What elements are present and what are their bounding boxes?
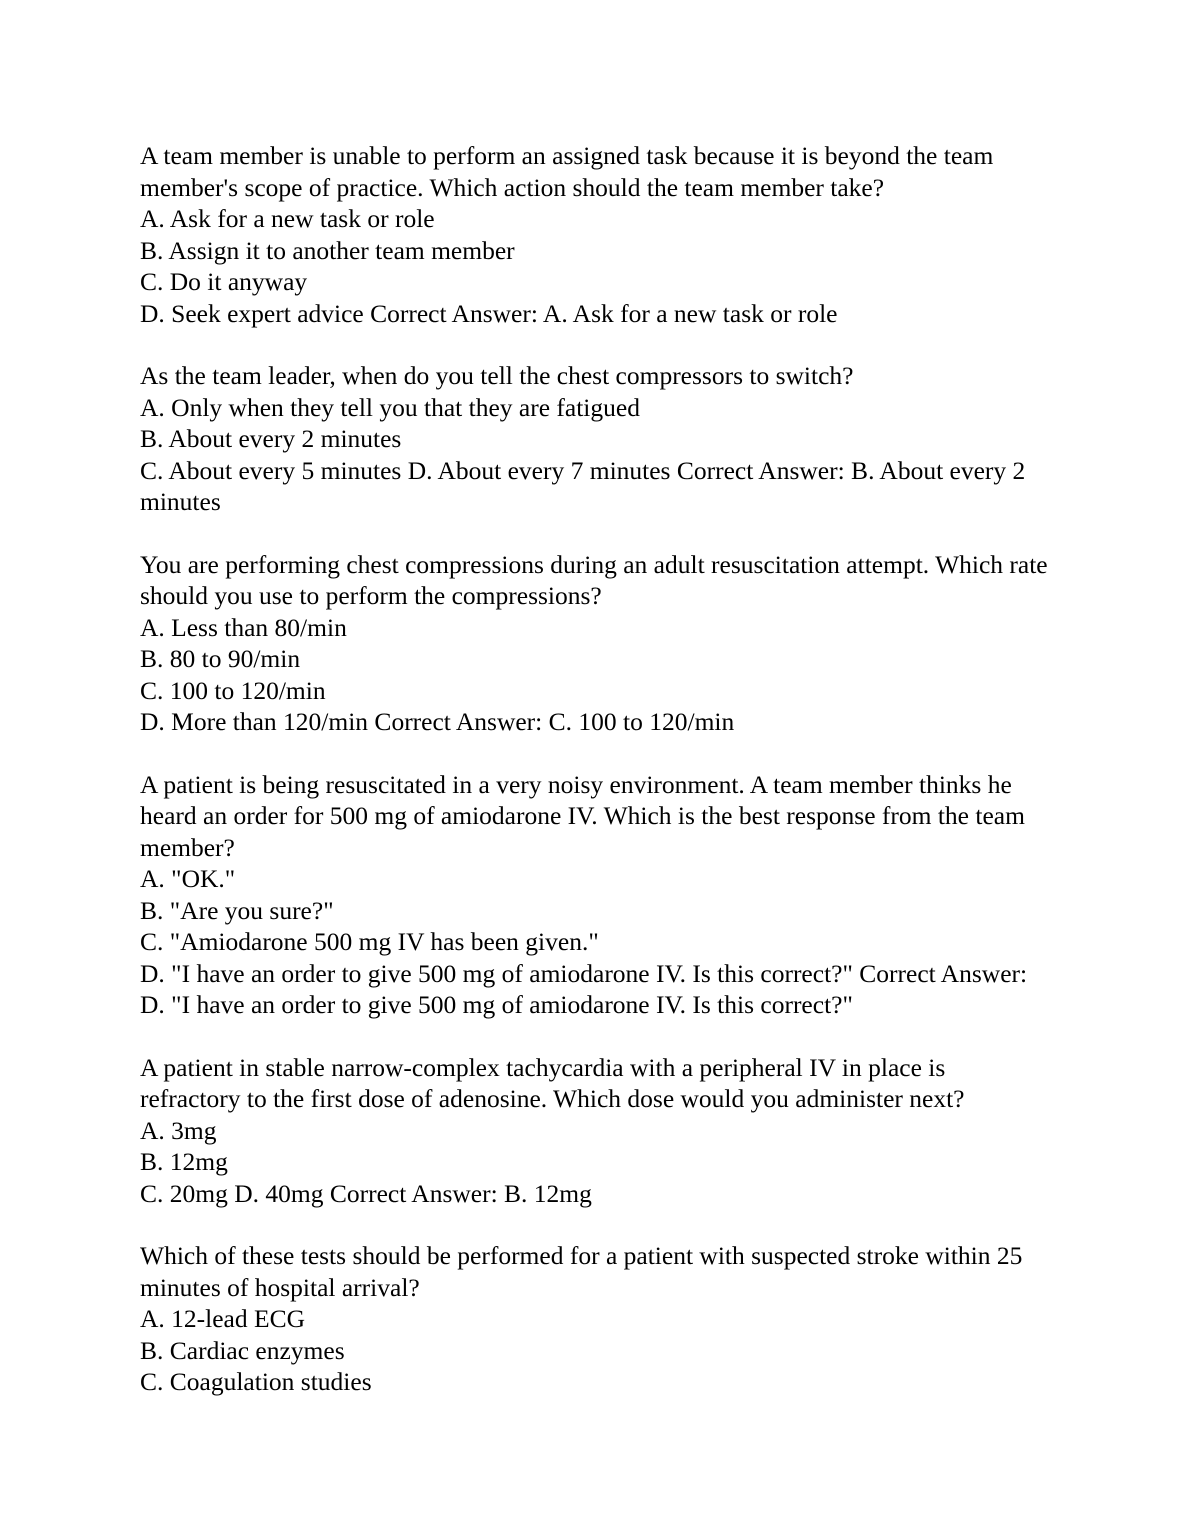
answer-option: C. Coagulation studies <box>140 1367 372 1396</box>
answer-option-with-correct-answer: C. 20mg D. 40mg Correct Answer: B. 12mg <box>140 1178 592 1208</box>
answer-option: B. About every 2 minutes <box>140 424 402 453</box>
question-block <box>140 360 1050 518</box>
question-stem: A patient is being resuscitated in a very noisy environment. A team member thinks he heard an order for 500 mg of amiodarone IV. Which is the best response from the team member? <box>140 769 1025 862</box>
answer-option: C. "Amiodarone 500 mg IV has been given." <box>140 927 599 956</box>
answer-option: C. Do it anyway <box>140 267 308 296</box>
question-block <box>140 140 1050 329</box>
answer-option: A. "OK." <box>140 864 236 893</box>
answer-option: B. Cardiac enzymes <box>140 1335 345 1365</box>
answer-option-with-correct-answer: C. About every 5 minutes D. About every 7 minutes Correct Answer: B. About every 2 minutes <box>140 455 1026 516</box>
answer-option: C. 100 to 120/min <box>140 675 326 705</box>
answer-option-with-correct-answer: D. "I have an order to give 500 mg of amiodarone IV. Is this correct?" Correct Answer: D. "I have an order to give 500 mg of amiodarone IV. Is this correct?" <box>140 958 1028 1019</box>
document-body <box>140 140 1050 1398</box>
answer-option: B. Assign it to another team member <box>140 235 515 265</box>
answer-option: B. 80 to 90/min <box>140 644 301 673</box>
question-stem: As the team leader, when do you tell the chest compressors to switch? <box>140 361 854 390</box>
question-stem: A team member is unable to perform an assigned task because it is beyond the team member's scope of practice. Which action should the team member take? <box>140 141 994 202</box>
answer-option: A. Only when they tell you that they are fatigued <box>140 392 640 422</box>
answer-option: A. 12-lead ECG <box>140 1304 306 1333</box>
question-stem: You are performing chest compressions during an adult resuscitation attempt. Which rate should you use to perform the compressions? <box>140 549 1048 610</box>
question-block <box>140 549 1050 738</box>
answer-option: B. "Are you sure?" <box>140 895 334 925</box>
question-stem: A patient in stable narrow-complex tachycardia with a peripheral IV in place is refractory to the first dose of adenosine. Which dose would you administer next? <box>140 1052 965 1113</box>
answer-option: A. Ask for a new task or role <box>140 204 435 233</box>
question-block <box>140 1052 1050 1210</box>
answer-option-with-correct-answer: D. Seek expert advice Correct Answer: A. Ask for a new task or role <box>140 298 838 328</box>
answer-option-with-correct-answer: D. More than 120/min Correct Answer: C. 100 to 120/min <box>140 707 735 736</box>
question-block <box>140 769 1050 1021</box>
answer-option: B. 12mg <box>140 1147 228 1176</box>
question-block <box>140 1240 1050 1398</box>
answer-option: A. Less than 80/min <box>140 612 347 642</box>
question-stem: Which of these tests should be performed for a patient with suspected stroke within 25 minutes of hospital arrival? <box>140 1241 1023 1302</box>
answer-option: A. 3mg <box>140 1115 217 1145</box>
